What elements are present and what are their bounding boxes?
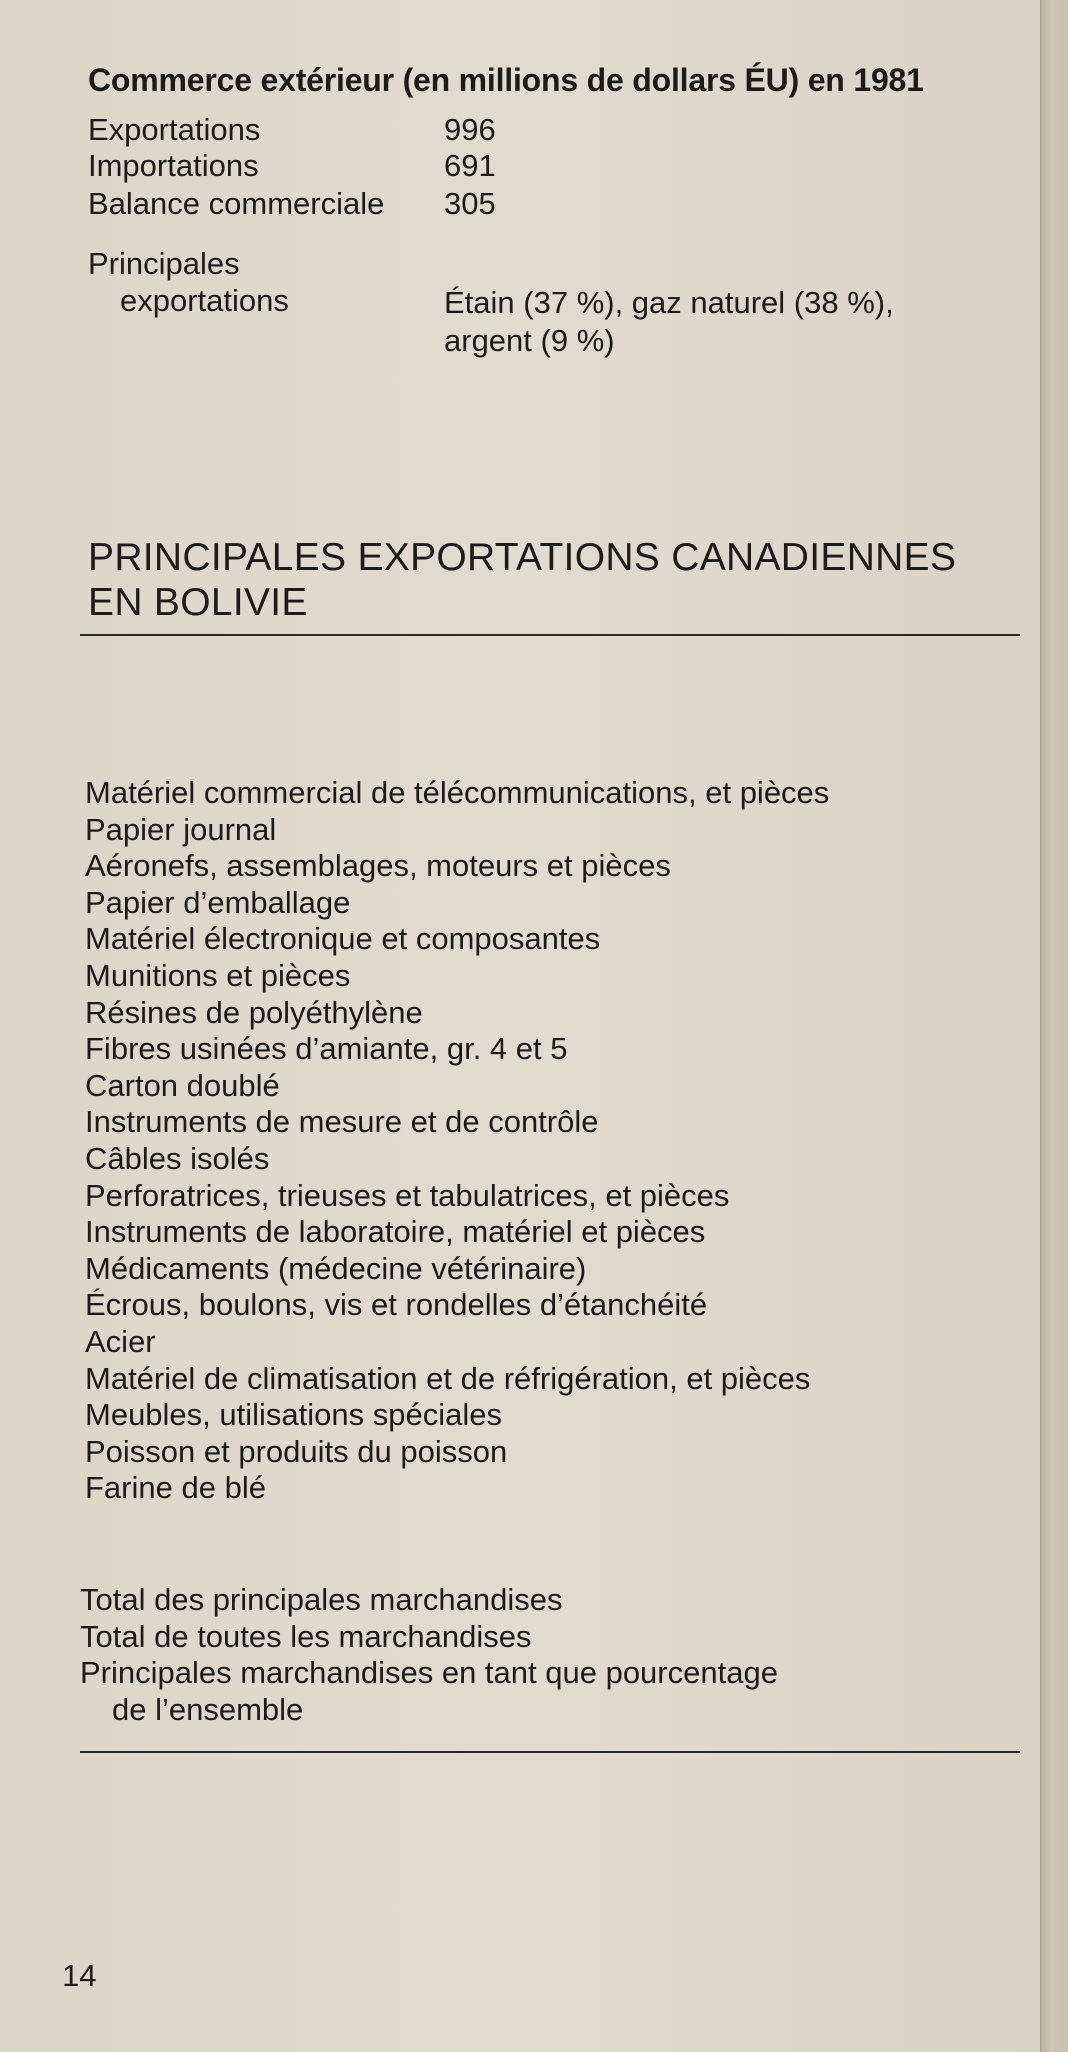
list-item: Matériel commercial de télécommunications, et pièces <box>85 775 830 810</box>
list-item: Papier journal <box>85 811 277 847</box>
list-item: Carton doublé <box>85 1067 280 1103</box>
list-item: Farine de blé <box>85 1470 266 1506</box>
list-item: Aéronefs, assemblages, moteurs et pièces <box>85 848 671 884</box>
section-bottom-rule <box>80 1751 1020 1753</box>
main-exports-value-line1: Étain (37 %), gaz naturel (38 %), <box>444 285 894 320</box>
list-item: Écrous, boulons, vis et rondelles d’étanchéité <box>85 1287 708 1323</box>
list-item: Matériel électronique et composantes <box>85 921 601 957</box>
list-item: Acier <box>85 1323 156 1359</box>
section-title-line1: PRINCIPALES EXPORTATIONS CANADIENNES <box>88 536 957 579</box>
section-title-line2: EN BOLIVIE <box>88 581 308 624</box>
list-item: Câbles isolés <box>85 1140 270 1176</box>
main-exports-label-line1: Principales <box>88 246 240 281</box>
list-item: Résines de polyéthylène <box>85 994 423 1030</box>
main-exports-value-line2: argent (9 %) <box>444 323 615 358</box>
page-number: 14 <box>62 1958 97 1993</box>
exports-list <box>85 775 829 1507</box>
list-item: Poisson et produits du poisson <box>85 1433 508 1469</box>
trade-balance-value: 305 <box>444 186 496 221</box>
list-item: Papier d’emballage <box>85 884 351 920</box>
imports-value: 691 <box>444 148 496 183</box>
list-item: Médicaments (médecine vétérinaire) <box>85 1250 587 1286</box>
total-all-goods: Total de toutes les marchandises <box>80 1618 532 1654</box>
list-item: Meubles, utilisations spéciales <box>85 1397 502 1433</box>
totals-list <box>80 1582 778 1728</box>
list-item: Perforatrices, trieuses et tabulatrices, et pièces <box>85 1177 730 1213</box>
list-item: Instruments de mesure et de contrôle <box>85 1104 599 1140</box>
list-item: Instruments de laboratoire, matériel et pièces <box>85 1214 706 1250</box>
total-main-goods: Total des principales marchandises <box>80 1582 563 1617</box>
imports-label: Importations <box>88 148 259 183</box>
list-item: Matériel de climatisation et de réfrigération, et pièces <box>85 1360 811 1396</box>
trade-title: Commerce extérieur (en millions de dollars ÉU) en 1981 <box>88 62 924 98</box>
exports-value: 996 <box>444 112 496 147</box>
main-goods-percentage-continued: de l’ensemble <box>112 1691 304 1727</box>
book-page-edge <box>1040 0 1068 2052</box>
section-top-rule <box>80 634 1020 636</box>
list-item: Fibres usinées d’amiante, gr. 4 et 5 <box>85 1031 568 1067</box>
main-goods-percentage: Principales marchandises en tant que pourcentage <box>80 1655 778 1690</box>
main-exports-label-line2: exportations <box>120 283 289 318</box>
list-item: Munitions et pièces <box>85 957 351 993</box>
exports-label: Exportations <box>88 112 261 147</box>
trade-balance-label: Balance commerciale <box>88 186 385 221</box>
